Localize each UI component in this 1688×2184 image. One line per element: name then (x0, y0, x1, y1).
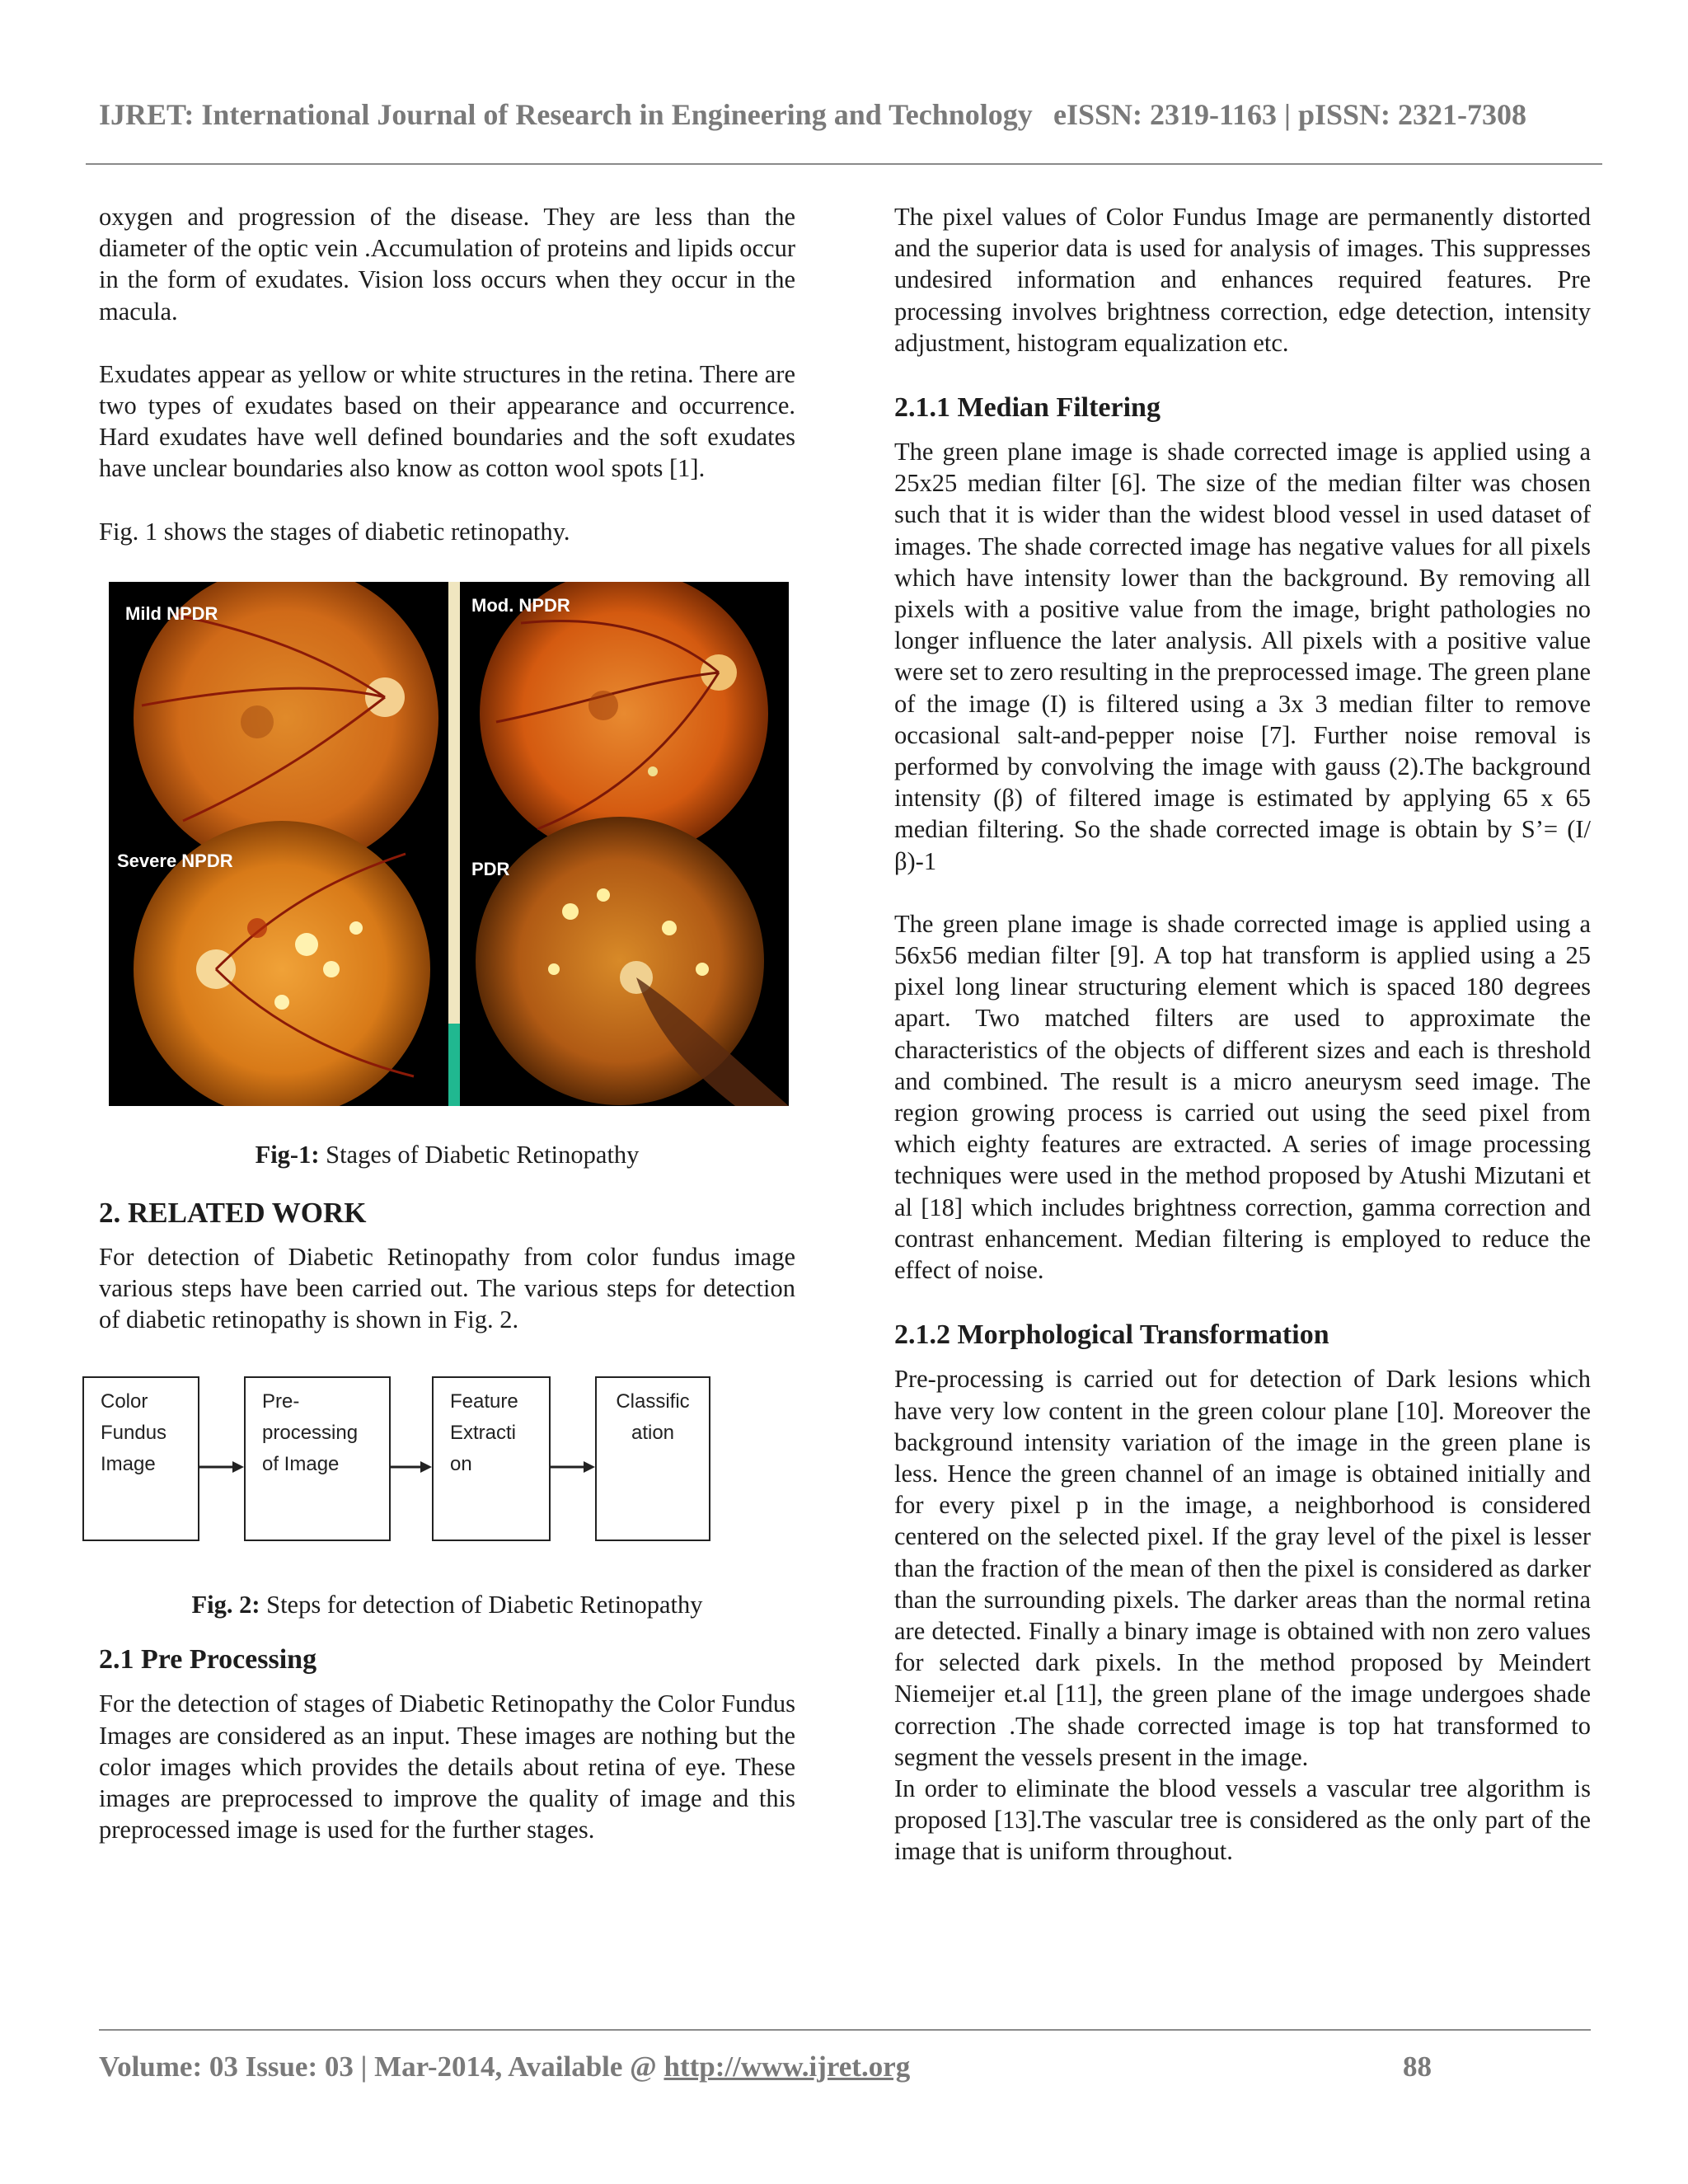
caption-text: Steps for detection of Diabetic Retinopathy (260, 1591, 703, 1619)
arrow-icon (551, 1459, 597, 1475)
figure-2-flowchart (82, 1376, 779, 1549)
flow-step: Feature Extracti on (432, 1376, 551, 1541)
paragraph: The green plane image is shade corrected image is applied using a 56x56 median filter [9]. A top hat transform is applied using a 25 pixel long linear structuring element which is spaced 180 degrees apart. Two matched filters are used to approximate the characteristics of the objects of different sizes and each is threshold and combined. The result is a micro aneurysm seed image. The region growing process is carried out using the seed pixel from which eighty features are extracted. A series of image processing techniques were used in the method proposed by Atushi Mizutani et al [18] which includes brightness correction, gamma correction and contrast enhancement. Median filtering is employed to reduce the effect of noise. (894, 909, 1591, 1285)
figure-2-caption (99, 1589, 795, 1620)
page-header (99, 97, 1591, 132)
paragraph: The green plane image is shade corrected image is applied using a 25x25 median filter [6]. The size of the median filter was chosen such that it is wider than the widest blood vessel in used dataset of images. The shade corrected image has negative values for all pixels which have intensity lower than the background. By removing all pixels with a positive value from the image, bright pathologies no longer influence the later analysis. All pixels with a positive value were set to zero resulting in the preprocessed image. The green plane of the image (I) is filtered using a 3x 3 median filter to remove occasional salt-and-pepper noise [7]. Further noise removal is performed by convolving the image with gauss (2).The background intensity (β) of filtered image is estimated by applying 65 x 65 median filtering. So the shade corrected image is obtain by S’= (I/β)-1 (894, 438, 1591, 875)
section-heading: 2.1 Pre Processing (99, 1644, 317, 1675)
caption-label: Fig-1: (255, 1140, 320, 1169)
page-number: 88 (1403, 2050, 1432, 2083)
panel-label: PDR (471, 858, 510, 879)
paragraph: For the detection of stages of Diabetic Retinopathy the Color Fundus Images are considered as an input. These images are nothing but the color images which provides the details about retina of eye. These images are preprocessed to improve the quality of image and this preprocessed image is used for the further stages. (99, 1690, 795, 1844)
paragraph: The pixel values of Color Fundus Image are permanently distorted and the superior data is used for analysis of images. This suppresses undesired information and enhances required features. Pre processing involves brightness correction, edge detection, intensity adjustment, histogram equalization etc. (894, 203, 1591, 357)
arrow-icon (391, 1459, 434, 1475)
figure-1-caption (99, 1139, 795, 1170)
figure-divider (448, 582, 460, 1106)
paragraph: In order to eliminate the blood vessels a vascular tree algorithm is proposed [13].The vascular tree is considered as the only part of the image that is uniform throughout. (894, 1774, 1591, 1866)
panel-label: Mild NPDR (125, 602, 218, 624)
flow-step: Color Fundus Image (82, 1376, 199, 1541)
section-heading: 2.1.1 Median Filtering (894, 392, 1160, 424)
journal-title: IJRET: International Journal of Research in Engineering and Technology (99, 98, 1033, 131)
paragraph: oxygen and progression of the disease. They are less than the diameter of the optic vein .Accumulation of proteins and lipids occur in the form of exudates. Vision loss occurs when they occur in the macula. (99, 203, 795, 326)
flow-step: Pre- processing of Image (244, 1376, 391, 1541)
caption-label: Fig. 2: (191, 1591, 260, 1619)
section-heading: 2.1.2 Morphological Transformation (894, 1319, 1329, 1351)
paragraph: For detection of Diabetic Retinopathy from color fundus image various steps have been carried out. The various steps for detection of diabetic retinopathy is shown in Fig. 2. (99, 1242, 795, 1334)
left-column (99, 201, 795, 1845)
caption-text: Stages of Diabetic Retinopathy (319, 1140, 640, 1169)
issn: eISSN: 2319-1163 | pISSN: 2321-7308 (1053, 98, 1526, 131)
arrow-icon (199, 1459, 246, 1475)
footer-rule (99, 2029, 1591, 2031)
right-column (894, 201, 1591, 1868)
panel-label: Severe NPDR (117, 850, 233, 871)
paragraph: Fig. 1 shows the stages of diabetic retinopathy. (99, 517, 570, 546)
page-footer (99, 2050, 910, 2083)
header-rule (86, 163, 1602, 165)
paragraph: Exudates appear as yellow or white structures in the retina. There are two types of exudates based on their appearance and occurrence. Hard exudates have well defined boundaries and the soft exudates have unclear boundaries also know as cotton wool spots [1]. (99, 359, 795, 483)
flow-step: Classific ation (595, 1376, 710, 1541)
footer-text: Volume: 03 Issue: 03 | Mar-2014, Available @ (99, 2050, 664, 2083)
journal-link[interactable]: http://www.ijret.org (663, 2050, 911, 2083)
panel-label: Mod. NPDR (471, 594, 570, 616)
section-heading: 2. RELATED WORK (99, 1196, 367, 1229)
figure-1-fundus-images (109, 582, 789, 1106)
paragraph: Pre-processing is carried out for detection of Dark lesions which have very low content in the green colour plane [10]. Moreover the background intensity variation of the image in the green plane is less. Hence the green channel of an image is obtained initially and for every pixel p in the image, a neighborhood is considered centered on the selected pixel. If the gray level of the pixel is lesser than the fraction of the mean of then the pixel is considered as darker than the surrounding pixels. The darker areas than the normal retina are detected. Finally a binary image is obtained with non zero values for selected dark pixels. In the method proposed by Meindert Niemeijer et.al [11], the green plane of the image undergoes shade correction .The shade corrected image is top hat transformed to segment the vessels present in the image. (894, 1365, 1591, 1771)
